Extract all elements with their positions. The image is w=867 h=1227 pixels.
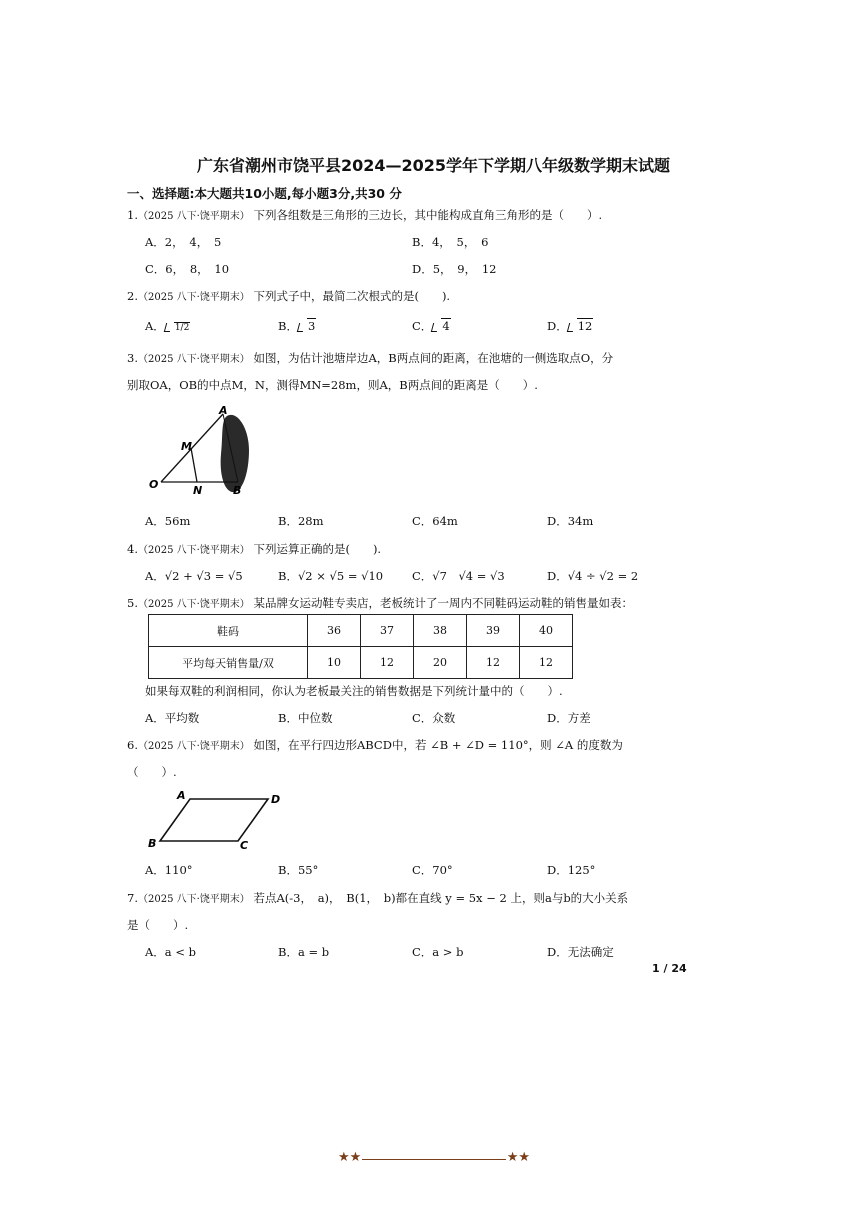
table-header-cell: 40 [520,615,573,647]
label-o: O [149,478,159,491]
q4-option-b: B．√2 × √5 = √10 [278,569,384,583]
parallelogram-figure [145,785,290,853]
table-cell: 12 [520,647,573,679]
q1-option-d: D．5， 9， 12 [412,262,497,276]
q6-option-c: C．70° [412,863,453,877]
table-header-cell: 鞋码 [149,615,308,647]
q2-option-b: B． 3 [278,319,316,333]
q3-option-c: C．64m [412,514,458,528]
q7-option-b: B．a = b [278,945,330,959]
table-cell: 平均每天销售量/双 [149,647,308,679]
table-cell: 20 [414,647,467,679]
star-icon: ★★ [506,1150,530,1165]
q2-option-c: C． 4 [412,319,450,333]
page-number: 1 / 24 [652,962,687,975]
label-m: M [181,440,192,453]
q7-option-a: A．a < b [145,945,196,959]
footer-ornament [338,1150,530,1170]
question-3-stem-2: 别取OA，OB的中点M，N，测得MN=28m，则A，B两点间的距离是（ ）. [127,378,538,392]
q7-option-c: C．a > b [412,945,464,959]
label-b: B [148,837,157,850]
q1-option-b: B．4， 5， 6 [412,235,489,249]
q2-option-d: D． 12 [547,319,593,333]
question-6-stem: 6.（2025 八下·饶平期末） 如图，在平行四边形ABCD中，若 ∠B + ∠D = 110°，则 ∠A 的度数为 [127,738,623,752]
table-header-cell: 37 [361,615,414,647]
q5-option-b: B．中位数 [278,711,333,725]
q4-option-a: A．√2 + √3 = √5 [145,569,243,583]
q5-option-c: C．众数 [412,711,456,725]
label-n: N [193,484,203,497]
question-3-stem: 3.（2025 八下·饶平期末） 如图，为估计池塘岸边A，B两点间的距离，在池塘的一侧选取点O，分 [127,351,614,365]
pond-shape [221,415,249,492]
question-5-stem-2: 如果每双鞋的利润相同，你认为老板最关注的销售数据是下列统计量中的（ ）. [145,684,563,698]
question-4-stem: 4.（2025 八下·饶平期末） 下列运算正确的是( ). [127,542,382,556]
question-7-stem: 7.（2025 八下·饶平期末） 若点A(-3， a)， B(1， b)都在直线 y = 5x − 2 上，则a与b的大小关系 [127,891,629,905]
footer-divider [362,1159,506,1160]
section-heading: 一、选择题:本大题共10小题,每小题3分,共30 分 [127,186,402,201]
label-d: D [271,793,281,806]
q5-option-d: D．方差 [547,711,591,725]
q4-option-d: D．√4 ÷ √2 = 2 [547,569,639,583]
label-a: A [219,404,228,417]
table-cell: 12 [361,647,414,679]
pond-figure [145,404,265,499]
q6-option-a: A．110° [145,863,193,877]
q1-option-c: C．6， 8， 10 [145,262,230,276]
label-c: C [240,839,249,852]
shoe-sales-table [148,614,573,679]
table-header-cell: 39 [467,615,520,647]
question-5-stem: 5.（2025 八下·饶平期末） 某品牌女运动鞋专卖店，老板统计了一周内不同鞋码运动鞋的销售量如表： [127,596,633,610]
q3-option-d: D．34m [547,514,594,528]
table-header-cell: 36 [308,615,361,647]
q5-option-a: A．平均数 [145,711,200,725]
q3-option-b: B．28m [278,514,324,528]
q7-option-d: D．无法确定 [547,945,614,959]
q6-option-d: D．125° [547,863,596,877]
table-row [149,647,573,679]
q2-option-a: A． 1/2 [145,319,190,333]
star-icon: ★★ [338,1150,362,1165]
question-1-stem: 1.（2025 八下·饶平期末） 下列各组数是三角形的三边长，其中能构成直角三角形的是（ ）. [127,208,603,222]
question-2-stem: 2.（2025 八下·饶平期末） 下列式子中，最简二次根式的是( ). [127,289,451,303]
q6-option-b: B．55° [278,863,319,877]
label-a: A [177,789,186,802]
q4-option-c: C．√7 √4 = √3 [412,569,505,583]
label-b: B [233,484,242,497]
table-cell: 12 [467,647,520,679]
question-7-stem-2: 是（ ）. [127,918,189,932]
table-header-cell: 38 [414,615,467,647]
q3-option-a: A．56m [145,514,191,528]
q1-option-a: A．2， 4， 5 [145,235,222,249]
page-title: 广东省潮州市饶平县2024—2025学年下学期八年级数学期末试题 [196,156,671,175]
table-cell: 10 [308,647,361,679]
table-row [149,615,573,647]
question-6-stem-2: （ ）. [127,765,177,779]
